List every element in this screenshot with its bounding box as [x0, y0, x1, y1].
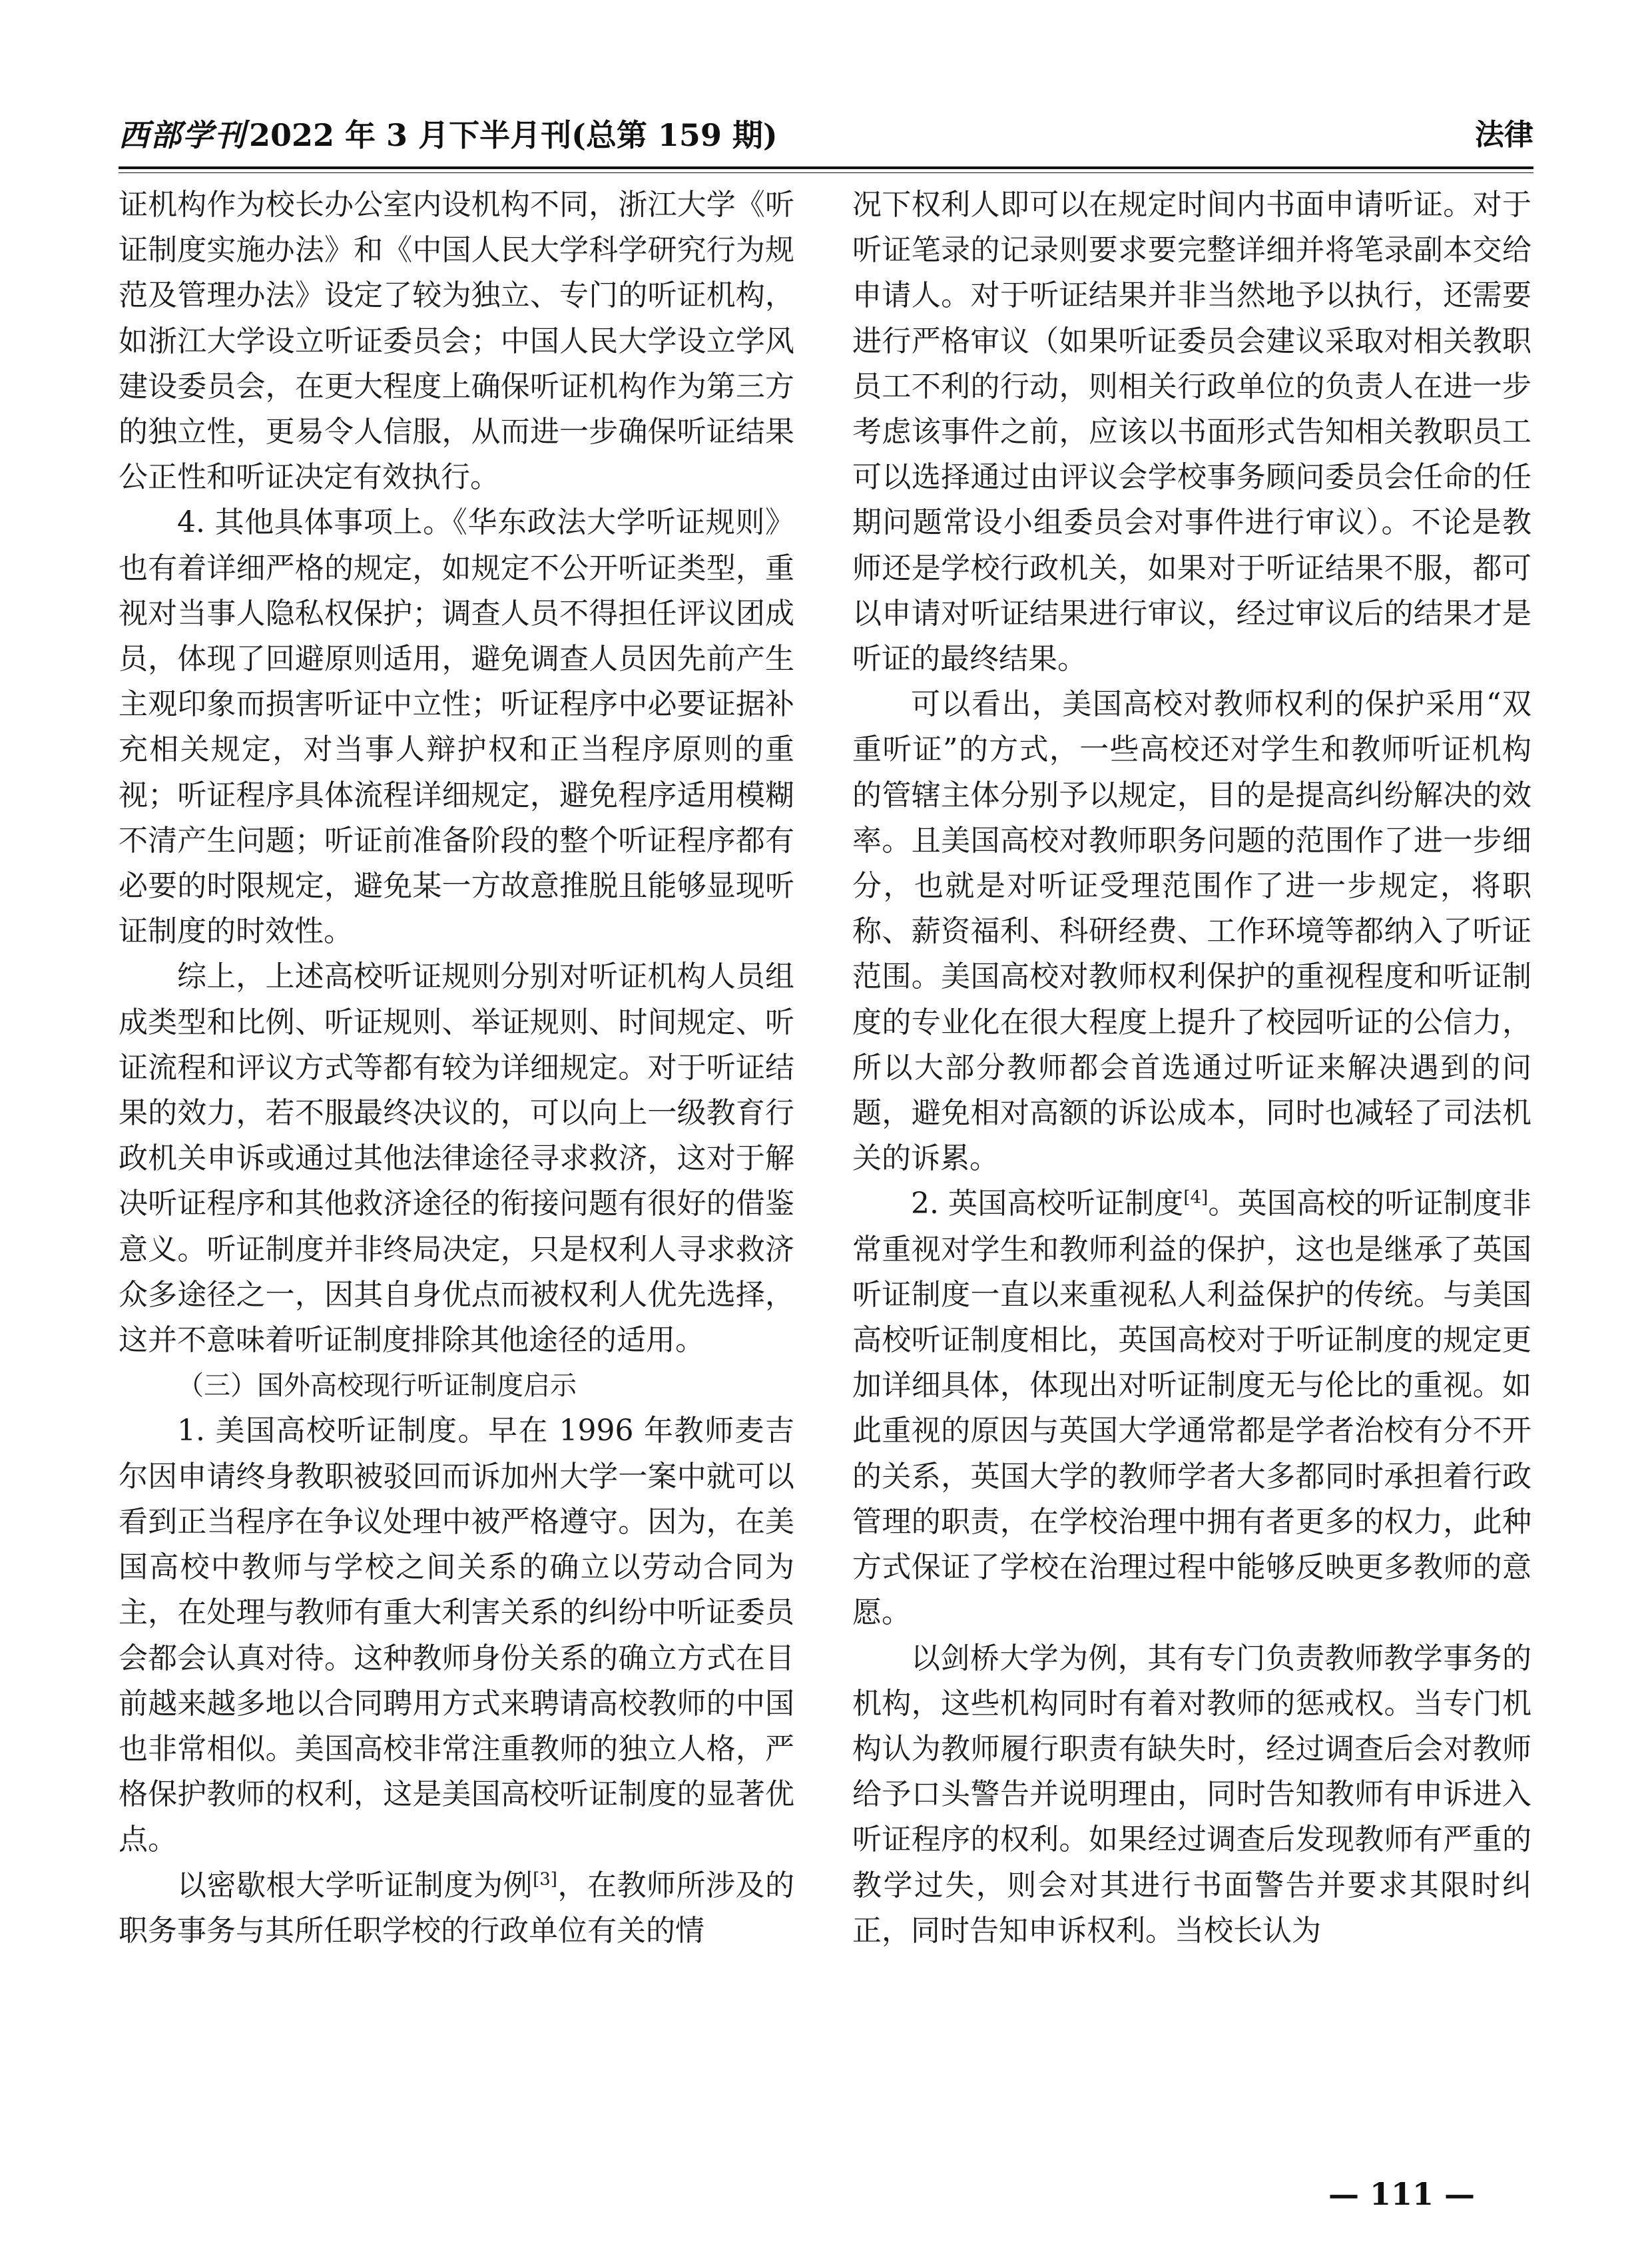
paragraph: 可以看出，美国高校对教师权利的保护采用“双重听证”的方式，一些高校还对学生和教师听证机构的管辖主体分别予以规定，目的是提高纠纷解决的效率。且美国高校对教师职务问题的范围作了进一步细分，也就是对听证受理范围作了进一步规定，将职称、薪资福利、科研经费、工作环境等都纳入了听证范围。美国高校对教师权利保护的重视程度和听证制度的专业化在很大程度上提升了校园听证的公信力，所以大部分教师都会首选通过听证来解决遇到的问题，避免相对高额的诉讼成本，同时也减轻了司法机关的诉累。: [852, 687, 1531, 1176]
paragraph: [852, 1181, 1531, 1635]
paragraph-text: 2. 英国高校听证制度: [911, 1187, 1184, 1221]
paragraph: [119, 1863, 794, 1954]
journal-logo: 西部学刊: [119, 117, 246, 153]
paragraph-text: 以密歇根大学听证制度为例: [177, 1868, 533, 1902]
citation-ref: [3]: [533, 1868, 557, 1889]
header-rule-thin: [119, 172, 1533, 173]
paragraph-text: ，在教师所涉及的职务事务与其所任职学校的行政单位有关的情: [119, 1868, 794, 1948]
paragraph: 况下权利人即可以在规定时间内书面申请听证。对于听证笔录的记录则要求要完整详细并将笔录副本交给申请人。对于听证结果并非当然地予以执行，还需要进行严格审议（如果听证委员会建议采取对相关教职员工不利的行动，则相关行政单位的负责人在进一步考虑该事件之前，应该以书面形式告知相关教职员工可以选择通过由评议会学校事务顾问委员会任命的任期问题常设小组委员会对事件进行审议）。不论是教师还是学校行政机关，如果对于听证结果不服，都可以申请对听证结果进行审议，经过审议后的结果才是听证的最终结果。: [852, 188, 1531, 677]
page-number: — 111 —: [1328, 2176, 1476, 2212]
subsection-heading: （三）国外高校现行听证制度启示: [177, 1370, 577, 1402]
citation-ref: [4]: [1183, 1187, 1209, 1208]
paragraph-text: 。英国高校的听证制度非常重视对学生和教师利益的保护，这也是继承了英国听证制度一直以来重视私人利益保护的传统。与美国高校听证制度相比，英国高校对于听证制度的规定更加详细具体，体现出对听证制度无与伦比的重视。如此重视的原因与英国大学通常都是学者治校有分不开的关系，英国大学的教师学者大多都同时承担着行政管理的职责，在学校治理中拥有者更多的权力，此种方式保证了学校在治理过程中能够反映更多教师的意愿。: [852, 1187, 1532, 1630]
journal-title: [119, 112, 778, 158]
paragraph: 以剑桥大学为例，其有专门负责教师教学事务的机构，这些机构同时有着对教师的惩戒权。当专门机构认为教师履行职责有缺失时，经过调查后会对教师给予口头警告并说明理由，同时告知教师有申诉进入听证程序的权利。如果经过调查后发现教师有严重的教学过失，则会对其进行书面警告并要求其限时纠正，同时告知申诉权利。当校长认为: [852, 1641, 1531, 1948]
section-label: 法律: [1475, 118, 1533, 152]
paragraph: 证机构作为校长办公室内设机构不同，浙江大学《听证制度实施办法》和《中国人民大学科学研究行为规范及管理办法》设定了较为独立、专门的听证机构，如浙江大学设立听证委员会；中国人民大学设立学风建设委员会，在更大程度上确保听证机构作为第三方的独立性，更易令人信服，从而进一步确保听证结果公正性和听证决定有效执行。: [119, 188, 794, 495]
running-header: [119, 112, 1533, 158]
paragraph: 综上，上述高校听证规则分别对听证机构人员组成类型和比例、听证规则、举证规则、时间规定、听证流程和评议方式等都有较为详细规定。对于听证结果的效力，若不服最终决议的，可以向上一级教育行政机关申诉或通过其他法律途径寻求救济，这对于解决听证程序和其他救济途径的衔接问题有很好的借鉴意义。听证制度并非终局决定，只是权利人寻求救济众多途径之一，因其自身优点而被权利人优先选择，这并不意味着听证制度排除其他途径的适用。: [119, 960, 794, 1358]
paragraph: 4. 其他具体事项上。《华东政法大学听证规则》也有着详细严格的规定，如规定不公开听证类型，重视对当事人隐私权保护；调查人员不得担任评议团成员，体现了回避原则适用，避免调查人员因先前产生主观印象而损害听证中立性；听证程序中必要证据补充相关规定，对当事人辩护权和正当程序原则的重视；听证程序具体流程详细规定，避免程序适用模糊不清产生问题；听证前准备阶段的整个听证程序都有必要的时限规定，避免某一方故意推脱且能够显现听证制度的时效性。: [119, 505, 794, 949]
header-rule: [119, 166, 1533, 169]
paragraph: 1. 美国高校听证制度。早在 1996 年教师麦吉尔因申请终身教职被驳回而诉加州大学一案中就可以看到正当程序在争议处理中被严格遵守。因为，在美国高校中教师与学校之间关系的确立以劳动合同为主，在处理与教师有重大利害关系的纠纷中听证委员会都会认真对待。这种教师身份关系的确立方式在目前越来越多地以合同聘用方式来聘请高校教师的中国也非常相似。美国高校非常注重教师的独立人格，严格保护教师的权利，这是美国高校听证制度的显著优点。: [119, 1414, 794, 1857]
right-column: [852, 182, 1531, 1954]
left-column: [119, 182, 794, 1954]
issue-info: 2022 年 3 月下半月刊(总第 159 期): [249, 117, 778, 153]
